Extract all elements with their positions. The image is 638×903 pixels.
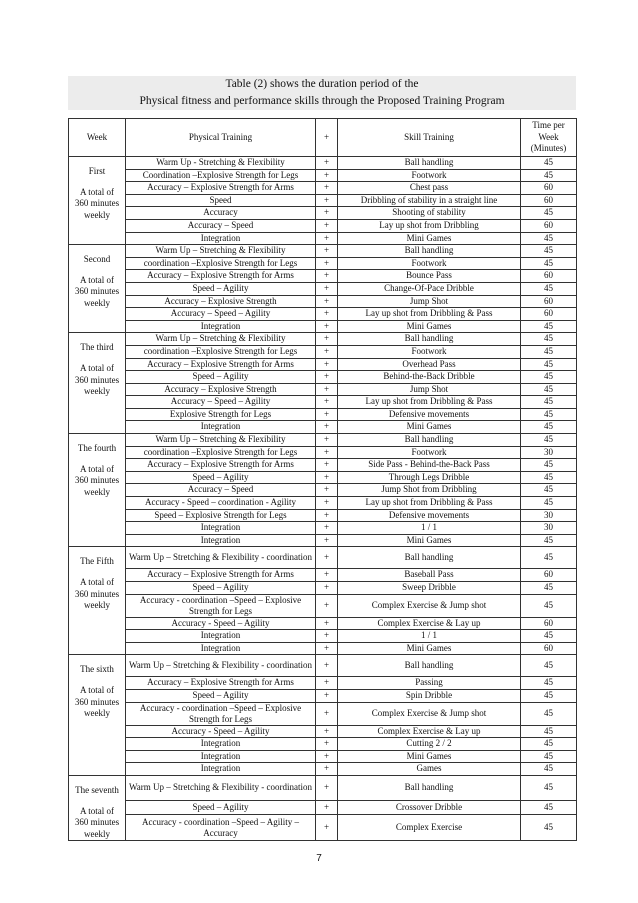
week-cell (69, 655, 126, 776)
plus-cell: + (316, 169, 338, 182)
time-cell: 45 (521, 534, 577, 547)
table-row (69, 345, 577, 358)
plus-cell: + (316, 421, 338, 434)
week-cell (69, 245, 126, 333)
time-cell: 60 (521, 617, 577, 630)
skill-training-cell: Sweep Dribble (338, 582, 521, 595)
page-number: 7 (316, 853, 322, 864)
plus-cell: + (316, 245, 338, 258)
plus-cell: + (316, 320, 338, 333)
time-cell: 45 (521, 471, 577, 484)
week-total-line: 360 minutes (74, 475, 120, 486)
time-cell: 45 (521, 434, 577, 447)
physical-training-cell: coordination –Explosive Strength for Legs (126, 345, 316, 358)
skill-training-cell: Mini Games (338, 232, 521, 245)
plus-cell: + (316, 484, 338, 497)
plus-cell: + (316, 522, 338, 535)
skill-training-cell: Footwork (338, 257, 521, 270)
physical-training-cell: Accuracy – Speed – Agility (126, 396, 316, 409)
skill-training-cell: Chest pass (338, 182, 521, 195)
time-cell: 60 (521, 219, 577, 232)
skill-training-cell: Games (338, 763, 521, 776)
skill-training-cell: Ball handling (338, 547, 521, 569)
physical-training-cell: Accuracy (126, 207, 316, 220)
table-row (69, 182, 577, 195)
physical-training-cell: Speed – Agility (126, 471, 316, 484)
physical-training-cell: Accuracy – Explosive Strength for Arms (126, 459, 316, 472)
plus-cell: + (316, 383, 338, 396)
table-row (69, 219, 577, 232)
week-cell (69, 547, 126, 655)
skill-training-cell: Baseball Pass (338, 569, 521, 582)
physical-training-cell: Accuracy – Speed – Agility (126, 308, 316, 321)
skill-training-cell: Crossover Dribble (338, 800, 521, 814)
skill-training-cell: Lay up shot from Dribbling & Pass (338, 396, 521, 409)
table-row (69, 594, 577, 617)
physical-training-cell: Integration (126, 534, 316, 547)
time-cell: 45 (521, 689, 577, 702)
table-row (69, 396, 577, 409)
time-cell: 60 (521, 295, 577, 308)
physical-training-cell: Accuracy - coordination –Speed – Explosive Strength for Legs (126, 594, 316, 617)
plus-cell: + (316, 689, 338, 702)
time-cell: 30 (521, 509, 577, 522)
week-name: The fourth (77, 443, 117, 454)
header-time-per-week (521, 119, 577, 157)
week-total-line: weekly (84, 828, 110, 839)
plus-cell: + (316, 630, 338, 643)
physical-training-cell: Accuracy – Explosive Strength for Arms (126, 182, 316, 195)
physical-training-cell: Speed – Agility (126, 800, 316, 814)
physical-training-cell: Accuracy – Explosive Strength for Arms (126, 270, 316, 283)
table-row (69, 282, 577, 295)
time-cell: 45 (521, 358, 577, 371)
skill-training-cell: Complex Exercise & Jump shot (338, 594, 521, 617)
skill-training-cell: Ball handling (338, 245, 521, 258)
time-cell: 45 (521, 594, 577, 617)
physical-training-cell: Integration (126, 630, 316, 643)
time-cell: 60 (521, 642, 577, 655)
physical-training-cell: Integration (126, 232, 316, 245)
week-total-line: A total of (80, 577, 114, 587)
skill-training-cell: Overhead Pass (338, 358, 521, 371)
physical-training-cell: Accuracy – Speed (126, 484, 316, 497)
physical-training-cell: Accuracy - Speed – Agility (126, 617, 316, 630)
physical-training-cell: Warm Up – Stretching & Flexibility (126, 245, 316, 258)
week-name: The third (80, 342, 114, 353)
plus-cell: + (316, 434, 338, 447)
physical-training-cell: Speed – Agility (126, 371, 316, 384)
table-row (69, 582, 577, 595)
week-total-line: 360 minutes (74, 696, 120, 707)
table-row (69, 617, 577, 630)
plus-cell: + (316, 219, 338, 232)
header-skill-training: Skill Training (338, 119, 521, 157)
skill-training-cell: Cutting 2 / 2 (338, 738, 521, 751)
skill-training-cell: Mini Games (338, 642, 521, 655)
physical-training-cell: Integration (126, 421, 316, 434)
skill-training-cell: Footwork (338, 169, 521, 182)
time-cell: 45 (521, 396, 577, 409)
time-cell: 45 (521, 245, 577, 258)
plus-cell: + (316, 207, 338, 220)
table-row (69, 408, 577, 421)
caption-line-1: Table (2) shows the duration period of the (225, 78, 419, 90)
physical-training-cell: Warm Up - Stretching & Flexibility (126, 157, 316, 170)
plus-cell: + (316, 750, 338, 763)
skill-training-cell: Change-Of-Pace Dribble (338, 282, 521, 295)
table-row (69, 333, 577, 346)
plus-cell: + (316, 677, 338, 690)
plus-cell: + (316, 547, 338, 569)
physical-training-cell: Accuracy - coordination –Speed – Explosive Strength for Legs (126, 702, 316, 725)
time-cell: 45 (521, 169, 577, 182)
week-name: The seventh (75, 784, 119, 795)
time-cell: 60 (521, 569, 577, 582)
time-cell: 45 (521, 750, 577, 763)
table-row (69, 421, 577, 434)
time-cell: 45 (521, 421, 577, 434)
plus-cell: + (316, 594, 338, 617)
table-caption (68, 76, 576, 110)
table-row (69, 169, 577, 182)
plus-cell: + (316, 446, 338, 459)
table-row (69, 642, 577, 655)
table-row (69, 725, 577, 738)
table-row (69, 775, 577, 800)
physical-training-cell: Accuracy – Speed (126, 219, 316, 232)
physical-training-cell: Accuracy – Explosive Strength for Arms (126, 677, 316, 690)
week-name: First (88, 166, 106, 176)
skill-training-cell: Spin Dribble (338, 689, 521, 702)
skill-training-cell: Through Legs Dribble (338, 471, 521, 484)
table-row (69, 750, 577, 763)
physical-training-cell: Coordination –Explosive Strength for Legs (126, 169, 316, 182)
time-cell: 45 (521, 775, 577, 800)
week-total-line: weekly (84, 209, 110, 220)
week-name: The Fifth (80, 556, 114, 567)
plus-cell: + (316, 642, 338, 655)
plus-cell: + (316, 282, 338, 295)
time-cell: 45 (521, 408, 577, 421)
table-row (69, 320, 577, 333)
physical-training-cell: Speed (126, 194, 316, 207)
plus-cell: + (316, 569, 338, 582)
skill-training-cell: Ball handling (338, 655, 521, 677)
skill-training-cell: Bounce Pass (338, 270, 521, 283)
skill-training-cell: Shooting of stability (338, 207, 521, 220)
skill-training-cell: Jump Shot (338, 295, 521, 308)
plus-cell: + (316, 371, 338, 384)
header-week: Week (69, 119, 126, 157)
plus-cell: + (316, 308, 338, 321)
table-row (69, 738, 577, 751)
caption-line-2: Physical fitness and performance skills through the Proposed Training Program (139, 95, 505, 107)
plus-cell: + (316, 509, 338, 522)
time-cell: 45 (521, 157, 577, 170)
header-time-line: Time per (532, 120, 565, 131)
physical-training-cell: Accuracy - coordination –Speed – Agility – Accuracy (126, 815, 316, 841)
table-row (69, 471, 577, 484)
plus-cell: + (316, 497, 338, 510)
week-cell (69, 775, 126, 840)
table-row (69, 689, 577, 702)
plus-cell: + (316, 295, 338, 308)
plus-cell: + (316, 617, 338, 630)
physical-training-cell: Integration (126, 642, 316, 655)
time-cell: 45 (521, 282, 577, 295)
skill-training-cell: Ball handling (338, 434, 521, 447)
plus-cell: + (316, 702, 338, 725)
physical-training-cell: Warm Up – Stretching & Flexibility - coordination (126, 655, 316, 677)
week-cell (69, 333, 126, 434)
time-cell: 45 (521, 702, 577, 725)
physical-training-cell: Warm Up – Stretching & Flexibility - coordination (126, 547, 316, 569)
physical-training-cell: Speed – Agility (126, 582, 316, 595)
week-total-line: A total of (80, 805, 114, 816)
physical-training-cell: Accuracy – Explosive Strength for Arms (126, 569, 316, 582)
skill-training-cell: Jump Shot from Dribbling (338, 484, 521, 497)
time-cell: 45 (521, 630, 577, 643)
time-cell: 45 (521, 815, 577, 841)
skill-training-cell: Defensive movements (338, 408, 521, 421)
plus-cell: + (316, 194, 338, 207)
skill-training-cell: Lay up shot from Dribbling & Pass (338, 308, 521, 321)
header-plus: + (316, 119, 338, 157)
table-row (69, 815, 577, 841)
table-row (69, 232, 577, 245)
physical-training-cell: Accuracy – Explosive Strength (126, 295, 316, 308)
week-total-line: A total of (80, 186, 114, 197)
time-cell: 60 (521, 270, 577, 283)
physical-training-cell: coordination –Explosive Strength for Legs (126, 257, 316, 270)
physical-training-cell: Explosive Strength for Legs (126, 408, 316, 421)
time-cell: 45 (521, 383, 577, 396)
plus-cell: + (316, 738, 338, 751)
plus-cell: + (316, 582, 338, 595)
physical-training-cell: coordination –Explosive Strength for Legs (126, 446, 316, 459)
table-row (69, 194, 577, 207)
skill-training-cell: 1 / 1 (338, 522, 521, 535)
skill-training-cell: Complex Exercise & Jump shot (338, 702, 521, 725)
table-row (69, 655, 577, 677)
skill-training-cell: Mini Games (338, 320, 521, 333)
skill-training-cell: Mini Games (338, 421, 521, 434)
time-cell: 30 (521, 522, 577, 535)
table-row (69, 547, 577, 569)
plus-cell: + (316, 396, 338, 409)
table-body (69, 157, 577, 841)
table-row (69, 459, 577, 472)
time-cell: 60 (521, 194, 577, 207)
plus-cell: + (316, 157, 338, 170)
time-cell: 45 (521, 497, 577, 510)
skill-training-cell: Defensive movements (338, 509, 521, 522)
skill-training-cell: Mini Games (338, 534, 521, 547)
time-cell: 45 (521, 655, 577, 677)
plus-cell: + (316, 232, 338, 245)
plus-cell: + (316, 270, 338, 283)
week-total-line: A total of (80, 362, 114, 373)
physical-training-cell: Speed – Agility (126, 282, 316, 295)
week-total-line: 360 minutes (74, 817, 120, 828)
time-cell: 45 (521, 677, 577, 690)
physical-training-cell: Accuracy – Explosive Strength (126, 383, 316, 396)
physical-training-cell: Accuracy - Speed – Agility (126, 725, 316, 738)
plus-cell: + (316, 775, 338, 800)
skill-training-cell: Footwork (338, 446, 521, 459)
time-cell: 45 (521, 738, 577, 751)
week-total-line: 360 minutes (74, 588, 120, 599)
week-cell (69, 434, 126, 547)
week-total-line: weekly (84, 600, 110, 611)
skill-training-cell: Ball handling (338, 157, 521, 170)
time-cell: 45 (521, 725, 577, 738)
table-row (69, 763, 577, 776)
physical-training-cell: Speed – Explosive Strength for Legs (126, 509, 316, 522)
skill-training-cell: Behind-the-Back Dribble (338, 371, 521, 384)
physical-training-cell: Warm Up – Stretching & Flexibility (126, 434, 316, 447)
skill-training-cell: 1 / 1 (338, 630, 521, 643)
time-cell: 45 (521, 800, 577, 814)
skill-training-cell: Passing (338, 677, 521, 690)
week-total-line: A total of (80, 274, 114, 285)
table-row (69, 245, 577, 258)
time-cell: 45 (521, 582, 577, 595)
training-program-table (68, 118, 577, 841)
time-cell: 45 (521, 345, 577, 358)
header-time-line: (Minutes) (530, 143, 567, 154)
plus-cell: + (316, 345, 338, 358)
skill-training-cell: Dribbling of stability in a straight line (338, 194, 521, 207)
skill-training-cell: Complex Exercise (338, 815, 521, 841)
table-row (69, 383, 577, 396)
plus-cell: + (316, 655, 338, 677)
physical-training-cell: Accuracy - Speed – coordination - Agility (126, 497, 316, 510)
skill-training-cell: Mini Games (338, 750, 521, 763)
table-row (69, 569, 577, 582)
physical-training-cell: Integration (126, 750, 316, 763)
plus-cell: + (316, 459, 338, 472)
time-cell: 60 (521, 182, 577, 195)
table-row (69, 800, 577, 814)
skill-training-cell: Complex Exercise & Lay up (338, 617, 521, 630)
physical-training-cell: Integration (126, 522, 316, 535)
week-total-line: 360 minutes (74, 198, 120, 209)
week-total-line: 360 minutes (74, 286, 120, 297)
plus-cell: + (316, 763, 338, 776)
time-cell: 45 (521, 207, 577, 220)
table-row (69, 270, 577, 283)
week-total-line: weekly (84, 486, 110, 497)
plus-cell: + (316, 333, 338, 346)
physical-training-cell: Integration (126, 738, 316, 751)
table-row (69, 446, 577, 459)
physical-training-cell: Warm Up – Stretching & Flexibility (126, 333, 316, 346)
time-cell: 45 (521, 459, 577, 472)
table-row (69, 497, 577, 510)
time-cell: 45 (521, 371, 577, 384)
time-cell: 30 (521, 446, 577, 459)
plus-cell: + (316, 815, 338, 841)
time-cell: 45 (521, 547, 577, 569)
week-total-line: A total of (80, 684, 114, 695)
table-row (69, 630, 577, 643)
table-row (69, 358, 577, 371)
table-row (69, 371, 577, 384)
table-row (69, 509, 577, 522)
header-time-line: Week (538, 131, 559, 142)
table-row (69, 484, 577, 497)
week-cell (69, 157, 126, 245)
week-total-line: weekly (84, 708, 110, 719)
physical-training-cell: Warm Up – Stretching & Flexibility - coordination (126, 775, 316, 800)
plus-cell: + (316, 358, 338, 371)
week-total-line: A total of (80, 463, 114, 474)
table-row (69, 207, 577, 220)
time-cell: 45 (521, 320, 577, 333)
physical-training-cell: Integration (126, 763, 316, 776)
skill-training-cell: Lay up shot from Dribbling (338, 219, 521, 232)
skill-training-cell: Complex Exercise & Lay up (338, 725, 521, 738)
time-cell: 45 (521, 333, 577, 346)
week-name: The sixth (80, 664, 114, 675)
time-cell: 45 (521, 257, 577, 270)
table-row (69, 677, 577, 690)
skill-training-cell: Footwork (338, 345, 521, 358)
table-row (69, 522, 577, 535)
physical-training-cell: Integration (126, 320, 316, 333)
plus-cell: + (316, 725, 338, 738)
header-physical-training: Physical Training (126, 119, 316, 157)
week-total-line: weekly (84, 386, 110, 397)
table-row (69, 257, 577, 270)
physical-training-cell: Speed – Agility (126, 689, 316, 702)
plus-cell: + (316, 408, 338, 421)
physical-training-cell: Accuracy – Explosive Strength for Arms (126, 358, 316, 371)
skill-training-cell: Ball handling (338, 333, 521, 346)
plus-cell: + (316, 471, 338, 484)
plus-cell: + (316, 257, 338, 270)
table-row (69, 434, 577, 447)
time-cell: 60 (521, 308, 577, 321)
table-row (69, 308, 577, 321)
skill-training-cell: Lay up shot from Dribbling & Pass (338, 497, 521, 510)
table-row (69, 295, 577, 308)
time-cell: 45 (521, 763, 577, 776)
week-total-line: 360 minutes (74, 374, 120, 385)
skill-training-cell: Side Pass - Behind-the-Back Pass (338, 459, 521, 472)
table-row (69, 702, 577, 725)
plus-cell: + (316, 182, 338, 195)
table-row (69, 157, 577, 170)
skill-training-cell: Ball handling (338, 775, 521, 800)
week-name: Second (83, 254, 111, 265)
skill-training-cell: Jump Shot (338, 383, 521, 396)
plus-cell: + (316, 534, 338, 547)
time-cell: 45 (521, 232, 577, 245)
week-total-line: weekly (84, 297, 110, 308)
plus-cell: + (316, 800, 338, 814)
time-cell: 45 (521, 484, 577, 497)
table-row (69, 534, 577, 547)
